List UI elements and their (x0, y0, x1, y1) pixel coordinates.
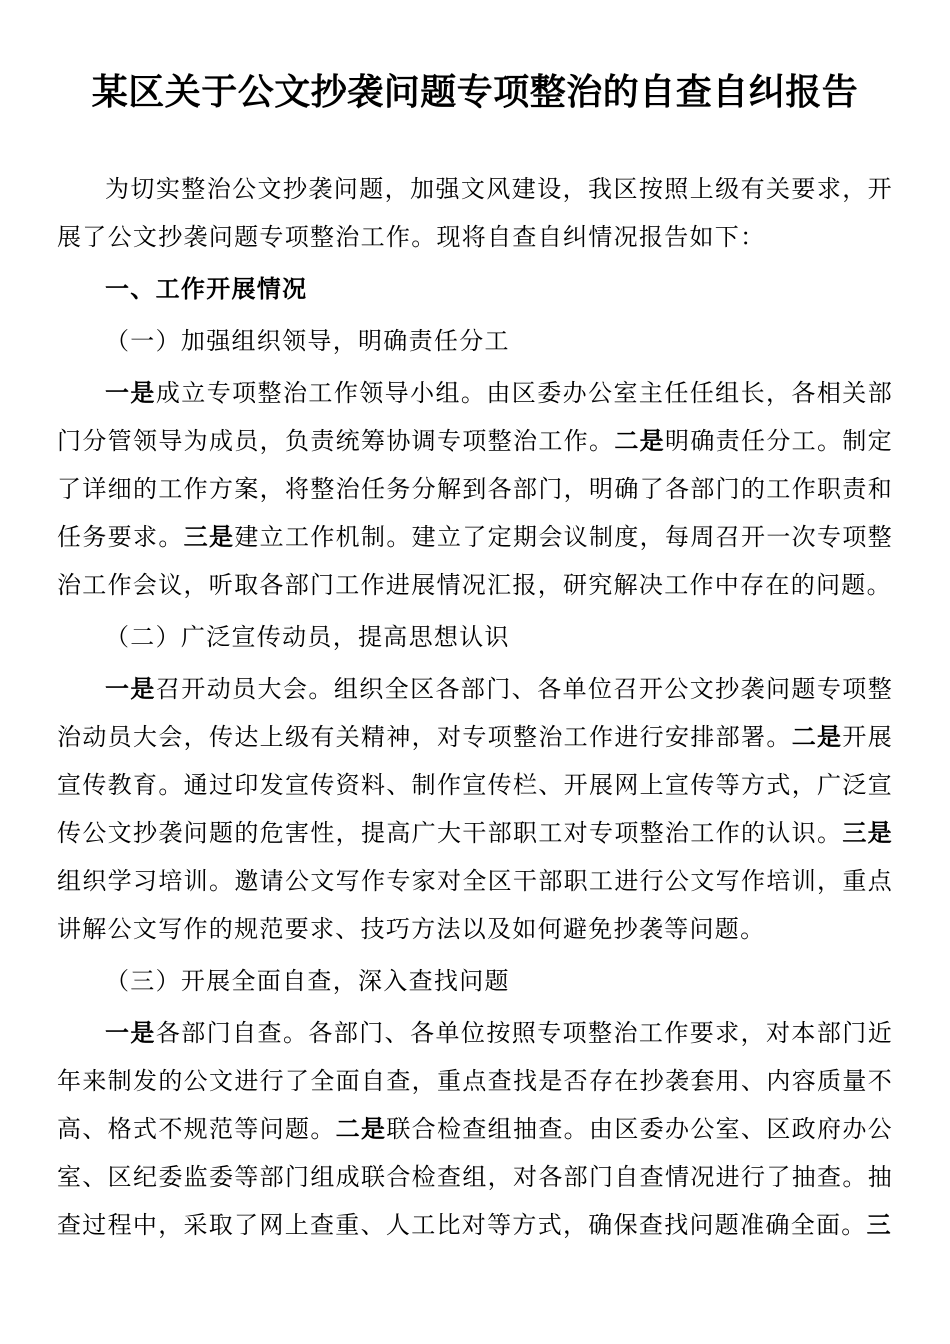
text-run: 组织学习培训。邀请公文写作专家对全区干部职工进行公文写作培训，重点讲解公文写作的规范要求、技巧方法以及如何避免抄袭等问题。 (57, 868, 893, 943)
bold-run: 一是 (105, 1020, 156, 1047)
paragraph (57, 666, 893, 954)
paragraph (57, 166, 893, 262)
text-run: 联合检查组抽查。由区委办公室、区政府办公室、区纪委监委等部门组成联合检查组，对各部门自查情况进行了抽查。抽查过程中，采取了网上查重、人工比对等方式，确保查找问题准确全面。 (57, 1116, 893, 1239)
heading2 (57, 958, 893, 1006)
bold-run: 一是 (105, 676, 156, 703)
bold-run: 二是 (614, 428, 666, 455)
text-run: 各部门自查。各部门、各单位按照专项整治工作要求，对本部门近年来制发的公文进行了全面自查，重点查找是否存在抄袭套用、内容质量不高、格式不规范等问题。 (57, 1020, 893, 1143)
bold-run: 一、工作开展情况 (105, 276, 308, 303)
bold-run: 二是 (335, 1116, 387, 1143)
heading2 (57, 614, 893, 662)
text-run: 开展宣传教育。通过印发宣传资料、制作宣传栏、开展网上宣传等方式，广泛宣传公文抄袭问题的危害性，提高广大干部职工对专项整治工作的认识。 (57, 724, 893, 847)
text-run: 明确责任分工。制定了详细的工作方案，将整治任务分解到各部门，明确了各部门的工作职责和任务要求。 (57, 428, 893, 551)
text-run: 成立专项整治工作领导小组。由区委办公室主任任组长，各相关部门分管领导为成员，负责统筹协调专项整治工作。 (57, 380, 893, 455)
text-run: （三）开展全面自查，深入查找问题 (105, 968, 510, 995)
bold-run: 三是 (183, 524, 235, 551)
heading2 (57, 318, 893, 366)
document-body (57, 166, 893, 1250)
bold-run: 二是 (791, 724, 843, 751)
text-run: （一）加强组织领导，明确责任分工 (105, 328, 510, 355)
text-run: 召开动员大会。组织全区各部门、各单位召开公文抄袭问题专项整治动员大会，传达上级有关精神，对专项整治工作进行安排部署。 (57, 676, 893, 751)
text-run: 为切实整治公文抄袭问题，加强文风建设，我区按照上级有关要求，开展了公文抄袭问题专项整治工作。现将自查自纠情况报告如下： (57, 176, 893, 251)
bold-run: 三是 (842, 820, 893, 847)
bold-run: 三 (866, 1212, 892, 1239)
text-run: 建立工作机制。建立了定期会议制度，每周召开一次专项整治工作会议，听取各部门工作进展情况汇报，研究解决工作中存在的问题。 (57, 524, 893, 599)
paragraph (57, 1010, 893, 1250)
text-run: （二）广泛宣传动员，提高思想认识 (105, 624, 510, 651)
paragraph (57, 370, 893, 610)
document-title: 某区关于公文抄袭问题专项整治的自查自纠报告 (91, 71, 859, 112)
bold-run: 一是 (105, 380, 156, 407)
heading1 (57, 266, 893, 314)
